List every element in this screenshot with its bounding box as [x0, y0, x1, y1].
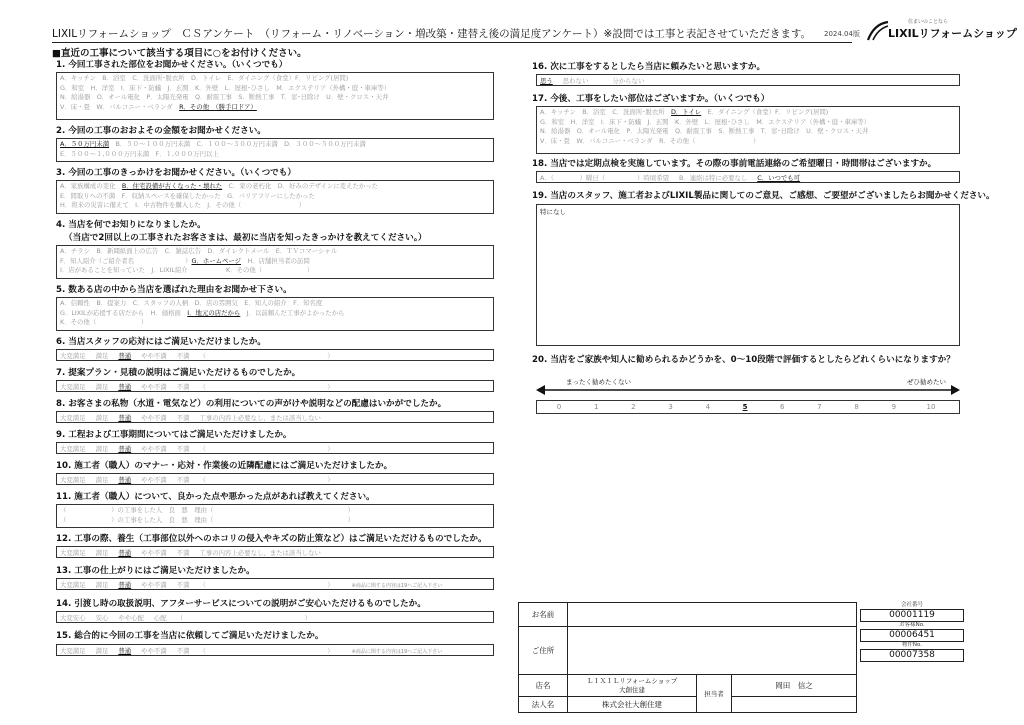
form-title: LIXILリフォームショップ ＣＳアンケート （リフォーム・リノベーション・増改築・建替え後の満足度アンケート）※設問では工事と表記させていただきます。	[52, 28, 812, 40]
lixil-logo	[866, 18, 1017, 44]
q11-line: （ ）の工事をした人 良 悪 理由（ ）	[60, 506, 354, 514]
q17-line: G．和室 H．洋室 I．床下・防蟻 J．玄関 K．外壁 L．屋根･ひさし M．エクステリア（外構・庭・車庫等）	[540, 117, 871, 126]
q2-line: E．５００～１,０００万円未満 F．１,０００万円以上	[60, 149, 219, 158]
q13-title: 13. 工事の仕上がりにはご満足いただけましたか。	[56, 566, 255, 576]
q12-options[interactable]	[56, 546, 494, 558]
q20-scale-option[interactable]: 1	[593, 403, 599, 411]
q5-line: G．LIXILが応援する店だから H．価格面	[60, 308, 188, 317]
note-see-19: ※商品に関する内容は19へご記入下さい	[351, 649, 443, 655]
opt-satisfied[interactable]: 満足	[95, 352, 109, 360]
opt-very-satisfied[interactable]: 大変満足	[60, 383, 86, 391]
opt-satisfied[interactable]: 満足	[95, 476, 109, 484]
q1-title: 1. 今回工事された部位をお聞かせください。（いくつでも）	[56, 60, 288, 70]
q16-selected[interactable]: 思う	[540, 77, 553, 85]
opt-very-satisfied[interactable]: 大変満足	[60, 647, 86, 655]
opt-normal-selected[interactable]: 普通	[118, 647, 132, 655]
q11-line: （ ）の工事をした人 良 悪 理由（ ）	[60, 515, 354, 524]
q1-options[interactable]	[56, 72, 494, 120]
opt-not-applicable[interactable]: 工事の内容上必要なし、または該当しない	[199, 414, 321, 422]
q20-scale-option[interactable]: 4	[705, 403, 711, 411]
opt-normal-selected[interactable]: 普通	[118, 581, 132, 589]
q20-scale-option[interactable]: 3	[668, 403, 673, 411]
q20-scale-option[interactable]: 7	[817, 403, 822, 411]
q5-title: 5. 数ある店の中から当店を選ばれた理由をお聞かせ下さい。	[56, 285, 292, 295]
opt-dissatisfied[interactable]: 不満	[176, 549, 190, 557]
opt-satisfied[interactable]: 満足	[95, 647, 109, 655]
opt-slightly-dissatisfied[interactable]: やや不満	[141, 414, 167, 422]
opt-worried[interactable]: 心配	[153, 614, 167, 622]
opt-very-satisfied[interactable]: 大変満足	[60, 445, 86, 453]
header-divider	[52, 42, 852, 43]
opt-normal-selected[interactable]: 普通	[118, 383, 132, 391]
opt-slightly-dissatisfied[interactable]: やや不満	[141, 352, 167, 360]
q19-answer-box[interactable]	[536, 204, 960, 346]
opt-slightly-dissatisfied[interactable]: やや不満	[141, 549, 167, 557]
q8-options[interactable]	[56, 411, 494, 423]
q20-left-label: まったく勧めたくない	[566, 378, 631, 386]
opt-very-satisfied[interactable]: 大変満足	[60, 476, 86, 484]
staff-label: 担当者	[697, 675, 732, 713]
q3-line: H．将来の災害に備えて I．中古物件を購入した J．その他（ ）	[60, 201, 306, 210]
id-block	[860, 602, 964, 662]
opt-comment[interactable]: （ ）	[199, 647, 334, 655]
customer-no: 00006451	[860, 629, 964, 642]
opt-normal-selected[interactable]: 普通	[118, 352, 132, 360]
q7-options[interactable]	[56, 380, 494, 392]
q1-line: V．床・畳 W．バルコニー・ベランダ	[60, 102, 180, 111]
q4-options[interactable]	[56, 245, 494, 279]
opt-dissatisfied[interactable]: 不満	[176, 476, 190, 484]
opt-very-satisfied[interactable]: 大変満足	[60, 549, 86, 557]
q20-right-label: ぜひ勧めたい	[907, 378, 946, 386]
q1-line: A．キッチン B．浴室 C．洗面所･脱衣所 D．トイレ E．ダイニング（食堂）F．リビング(居間)	[60, 74, 349, 82]
opt-comment[interactable]: （ ）	[199, 352, 334, 360]
q18-options[interactable]	[536, 171, 960, 183]
q16-title: 16. 次に工事をするとしたら当店に頼みたいと思いますか。	[532, 62, 766, 72]
note-see-19: ※商品に関する内容は19へご記入下さい	[351, 583, 443, 589]
q5-line: J．以前頼んだ工事がよかったから	[240, 308, 345, 317]
q20-scale-option[interactable]: 0	[556, 403, 562, 411]
opt-comment[interactable]: （ ）	[199, 476, 334, 484]
address-label: ご住所	[519, 627, 568, 675]
q19-title: 19. 当店のスタッフ、施工者およびLIXIL製品に関してのご意見、ご感想、ご要望がございましたらお聞かせください。	[532, 191, 995, 201]
q3-line: A．家族構成の変化	[60, 182, 122, 190]
opt-reassured[interactable]: 安心	[95, 614, 109, 622]
q6-title: 6. 当店スタッフの応対にはご満足いただけましたか。	[56, 337, 266, 347]
q1-line: G．和室 H．洋室 I．床下・防蟻 J．玄関 K．外壁 L．屋根･ひさし M．エクステリア（外構・庭・車庫等）	[60, 83, 391, 92]
opt-very-reassured[interactable]: 大変安心	[60, 614, 86, 622]
opt-satisfied[interactable]: 満足	[95, 581, 109, 589]
q1-line: N．給湯器 O．オール電化 P．太陽光発電 Q．耐震工事 S．断熱工事 T．窓･日除け U．壁・クロス・天井	[60, 93, 389, 102]
shop-name-line: ＬＩＸＩＬリフォームショップ	[586, 676, 678, 685]
q3-title: 3. 今回の工事のきっかけをお聞かせください。（いくつでも）	[56, 168, 296, 178]
name-label: お名前	[519, 603, 568, 627]
q11-title: 11. 施工者（職人）について、良かった点や悪かった点があれば教えてください。	[56, 492, 375, 502]
q17-options[interactable]	[536, 106, 960, 154]
opt-very-satisfied[interactable]: 大変満足	[60, 581, 86, 589]
opt-very-satisfied[interactable]: 大変満足	[60, 414, 86, 422]
q9-options[interactable]	[56, 442, 494, 454]
q17-line: E．ダイニング（食堂）F．リビング(居間)	[701, 108, 829, 116]
q17-line: V．床・畳 W．バルコニー・ベランダ R．その他（ ）	[540, 136, 760, 145]
opt-dissatisfied[interactable]: 不満	[176, 647, 190, 655]
q5-line: A．信頼性 B．提案力 C．スタッフの人柄 D．店の雰囲気 E．知人の紹介 F．知名度	[60, 299, 323, 307]
q4-subtitle: （当店で2回以上の工事されたお客さまは、最初に当店を知ったきっかけを教えてください。）	[64, 233, 427, 243]
opt-normal-selected[interactable]: 普通	[118, 445, 132, 453]
q2-options[interactable]	[56, 138, 494, 162]
q10-title: 10. 施工者（職人）のマナー・応対・作業後の近隣配慮にはご満足いただけましたか。	[56, 461, 393, 471]
opt-slightly-dissatisfied[interactable]: やや不満	[141, 445, 167, 453]
q2-line: B．５０～１００万円未満 C．１００～３００万円未満 D．３００～５００万円未満	[109, 140, 366, 148]
corp-label: 法人名	[519, 697, 568, 713]
opt-satisfied[interactable]: 満足	[95, 549, 109, 557]
q6-options[interactable]	[56, 349, 494, 361]
opt-satisfied[interactable]: 満足	[95, 445, 109, 453]
q17-line: N．給湯器 O．オール電化 P．太陽光発電 Q．耐震工事 S．断熱工事 T．窓･日除け U．壁・クロス・天井	[540, 127, 869, 136]
q20-scale-option[interactable]: 10	[926, 403, 936, 411]
q17-line: A．キッチン B．浴室 C．洗面所･脱衣所	[540, 108, 671, 116]
q5-selected[interactable]: I．地元の店だから	[187, 308, 241, 317]
double-arrow-icon	[536, 384, 960, 396]
q2-selected[interactable]: A．５０万円未満	[60, 140, 110, 148]
q16-option[interactable]: 分からない	[612, 77, 645, 85]
shop-name-line: 大創住建	[619, 685, 645, 694]
q13-options[interactable]	[56, 578, 494, 590]
q20-scale-option[interactable]: 8	[854, 403, 859, 411]
opt-normal-selected[interactable]: 普通	[118, 549, 132, 557]
customer-info-table	[518, 602, 857, 713]
q16-option[interactable]: 思わない	[562, 77, 589, 85]
q20-title: 20. 当店をご家族や知人に勧められるかどうかを、0～10段階で評価するとしたらどれくらいになりますか？	[532, 355, 955, 365]
opt-dissatisfied[interactable]: 不満	[176, 383, 190, 391]
opt-slightly-dissatisfied[interactable]: やや不満	[141, 476, 167, 484]
q1-selected[interactable]: R．その他 （勝手口ドア）	[179, 102, 257, 111]
form-version-date: 2024.04版	[824, 30, 860, 38]
opt-slightly-dissatisfied[interactable]: やや不満	[141, 383, 167, 391]
q18-option[interactable]: A．（ ）曜日（ ）時頃希望	[540, 174, 669, 182]
corp-name: 株式会社大創住建	[568, 697, 697, 713]
opt-comment[interactable]: （ ）	[199, 445, 334, 453]
opt-very-satisfied[interactable]: 大変満足	[60, 352, 86, 360]
q18-selected[interactable]: C．いつでも可	[757, 174, 801, 182]
q12-title: 12. 工事の際、養生（工事部位以外へのホコリの侵入やキズの防止策など）はご満足いただけるものでしたか。	[56, 534, 487, 544]
q18-title: 18. 当店では定期点検を実施しています。その際の事前電話連絡のご希望曜日・時間帯はございますか。	[532, 159, 937, 169]
opt-dissatisfied[interactable]: 不満	[176, 445, 190, 453]
q17-title: 17. 今後、工事をしたい部位はございますか。（いくつでも）	[532, 94, 770, 104]
opt-not-applicable[interactable]: 工事の内容上必要なし、または該当しない	[199, 549, 321, 557]
q3-line: E．間取りへの不満 F．収納スペースを確保したかった G．バリアフリーにしたかった	[60, 191, 315, 200]
q14-title: 14. 引渡し時の取扱説明、アフターサービスについての説明がご安心いただけるものでしたか。	[56, 599, 426, 609]
staff-name: 岡田 信之	[732, 675, 857, 697]
property-no: 00007358	[860, 649, 964, 662]
name-field[interactable]	[568, 603, 857, 627]
q10-options[interactable]	[56, 473, 494, 485]
q17-selected[interactable]: D．トイレ	[671, 108, 702, 116]
q15-title: 15. 総合的に今回の工事を当店に依頼してご満足いただけましたか。	[56, 631, 324, 641]
q14-options[interactable]	[56, 611, 494, 623]
address-field[interactable]	[568, 627, 857, 675]
q4-line: I．店があることを知っていた J．LIXIL紹介 K．その他（ ）	[60, 266, 314, 275]
q2-title: 2. 今回の工事のおおよその金額をお聞かせください。	[56, 126, 266, 136]
q20-scale-option[interactable]: 9	[891, 403, 897, 411]
opt-dissatisfied[interactable]: 不満	[176, 414, 190, 422]
opt-dissatisfied[interactable]: 不満	[176, 352, 190, 360]
q7-title: 7. 提案プラン・見積の説明はご満足いただけるものでしたか。	[56, 368, 301, 378]
q9-title: 9. 工程および工事期間についてはご満足いただけましたか。	[56, 430, 292, 440]
opt-slightly-worried[interactable]: やや心配	[118, 614, 144, 622]
opt-comment[interactable]: （ ）	[199, 581, 334, 589]
shop-name	[568, 675, 697, 697]
q19-answer: 特になし	[540, 208, 566, 216]
q16-options[interactable]	[536, 74, 960, 86]
q15-options[interactable]	[56, 644, 494, 656]
q4-title: 4. 当店を何でお知りになりましたか。	[56, 220, 206, 230]
q3-line: C．家の老朽化 D．好みのデザインに変えたかった	[222, 182, 379, 190]
property-no-label: 物件No.	[901, 642, 923, 648]
opt-normal-selected[interactable]: 普通	[118, 414, 132, 422]
form-header	[52, 24, 982, 44]
logo-text: LIXILリフォームショップ	[888, 27, 1017, 40]
q5-options[interactable]	[56, 297, 494, 331]
q4-line: F．知人紹介（ご紹介者名 ）	[60, 256, 192, 265]
opt-slightly-dissatisfied[interactable]: やや不満	[141, 647, 167, 655]
opt-comment[interactable]: （ ）	[199, 383, 334, 391]
q5-line: K．その他（ ）	[60, 318, 148, 327]
q20-scale[interactable]	[536, 400, 960, 414]
q20-scale-option[interactable]: 5	[742, 403, 748, 411]
opt-slightly-dissatisfied[interactable]: やや不満	[141, 581, 167, 589]
opt-comment[interactable]: （ ）	[176, 614, 311, 622]
instruction-lead: ■直近の工事について該当する項目に○をお付けください。	[52, 48, 307, 59]
q4-selected[interactable]: G．ホームページ	[191, 256, 242, 265]
q20-scale-option[interactable]: 2	[631, 403, 636, 411]
q20-scale-option[interactable]: 6	[779, 403, 785, 411]
q3-options[interactable]	[56, 180, 494, 214]
shop-label: 店名	[519, 675, 568, 697]
opt-satisfied[interactable]: 満足	[95, 383, 109, 391]
q18-option[interactable]: B．連絡は特に必要なし	[678, 174, 748, 182]
opt-dissatisfied[interactable]: 不満	[176, 581, 190, 589]
q3-selected[interactable]: B．住宅設備が古くなった・壊れた	[121, 182, 223, 190]
logo-swoosh-icon	[866, 20, 890, 42]
company-no-label: 会社番号	[900, 602, 923, 608]
q4-line: H．店舗担当者の訪問	[241, 256, 310, 265]
q11-options[interactable]	[56, 504, 494, 528]
opt-satisfied[interactable]: 満足	[95, 414, 109, 422]
staff-extra	[732, 697, 857, 713]
company-no: 00001119	[860, 609, 964, 622]
q4-line: A．チラシ B．新聞紙面上の広告 C．雑誌広告 D．ダイレクトメール E．ＴＶコマーシャル	[60, 247, 338, 255]
opt-normal-selected[interactable]: 普通	[118, 476, 132, 484]
logo-tagline: 住まいのことなら	[908, 19, 949, 25]
customer-no-label: お客様No.	[899, 622, 925, 628]
q8-title: 8. お客さまの私物（水道・電気など）の利用についての声がけや説明などの配慮はいかがでしたか。	[56, 399, 447, 409]
